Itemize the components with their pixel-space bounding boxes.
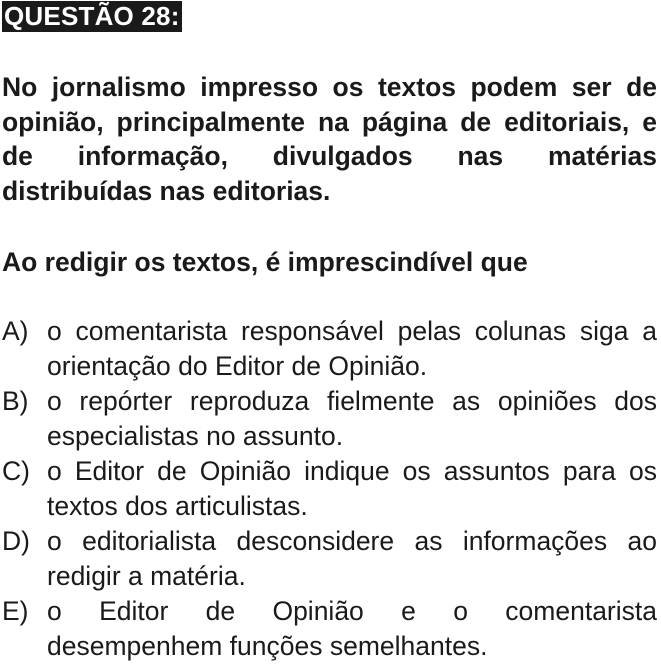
option-letter: C): [2, 456, 30, 486]
answer-option-b[interactable]: [2, 384, 657, 453]
answer-option-c[interactable]: [2, 454, 657, 523]
answer-option-a[interactable]: [2, 314, 657, 383]
option-text: o editorialista desconsidere as informações ao redigir a matéria.: [47, 526, 657, 591]
option-letter: A): [2, 316, 29, 346]
option-text: o repórter reproduza fielmente as opiniões dos especialistas no assunto.: [47, 386, 657, 451]
question-prompt: Ao redigir os textos, é imprescindível que: [2, 247, 528, 277]
option-text: o Editor de Opinião e o comentarista desempenhem funções semelhantes.: [47, 596, 657, 661]
option-text: o Editor de Opinião indique os assuntos para os textos dos articulistas.: [47, 456, 657, 521]
answer-option-e[interactable]: [2, 594, 657, 663]
option-letter: B): [2, 386, 29, 416]
answer-options-list: [2, 314, 657, 664]
option-letter: E): [2, 596, 29, 626]
answer-option-d[interactable]: [2, 524, 657, 593]
question-number-label: QUESTÃO 28:: [4, 1, 180, 31]
question-stem: No jornalismo impresso os textos podem ser de opinião, principalmente na página de editoriais, e de informação, divulgados nas matérias distribuídas nas editorias.: [2, 72, 657, 206]
option-letter: D): [2, 526, 30, 556]
option-text: o comentarista responsável pelas colunas siga a orientação do Editor de Opinião.: [47, 316, 657, 381]
